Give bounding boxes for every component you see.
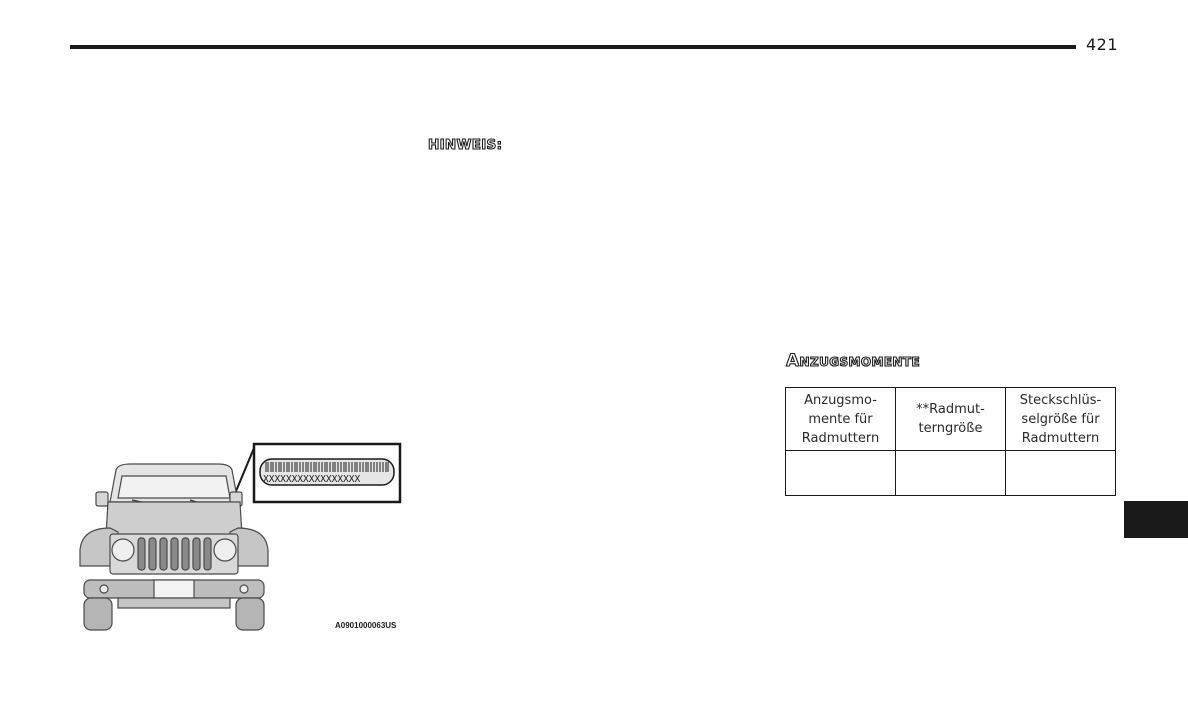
header-line: Steckschlüs- bbox=[1019, 392, 1102, 408]
header-line: terngröße bbox=[918, 421, 983, 436]
vehicle-illustration bbox=[70, 440, 410, 640]
header-line: Radmuttern bbox=[801, 430, 880, 446]
table-row bbox=[786, 451, 1116, 496]
figure-code: A0901000063US bbox=[335, 621, 397, 630]
note-label: HINWEIS: bbox=[428, 137, 503, 153]
table-cell bbox=[896, 451, 1006, 496]
header-line: **Radmut- bbox=[916, 402, 985, 417]
header-cell-torque bbox=[786, 388, 896, 451]
page-number: 421 bbox=[1086, 35, 1119, 54]
table-header-row bbox=[786, 388, 1116, 451]
vin-callout bbox=[234, 444, 400, 502]
table-cell bbox=[786, 451, 896, 496]
chapter-tab bbox=[1124, 501, 1188, 538]
header-cell-socket-size bbox=[1006, 388, 1116, 451]
header-line: Radmuttern bbox=[1021, 430, 1100, 446]
header-rule bbox=[70, 45, 1076, 49]
header-cell-nut-size bbox=[896, 388, 1006, 451]
jeep-front-icon bbox=[80, 464, 268, 630]
header-line: selgröße für bbox=[1021, 411, 1100, 427]
header-line: Anzugsmo- bbox=[804, 392, 877, 408]
torque-table bbox=[785, 387, 1116, 496]
section-heading: Anzugsmomente bbox=[786, 351, 921, 371]
table-cell bbox=[1006, 451, 1116, 496]
header-line: mente für bbox=[808, 411, 873, 427]
vin-text: XXXXXXXXXXXXXXXXX bbox=[263, 474, 361, 485]
